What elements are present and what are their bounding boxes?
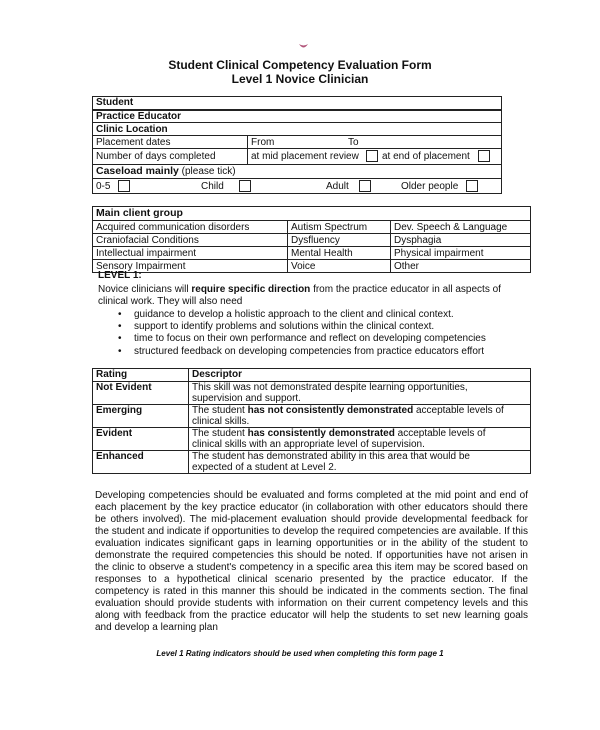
placement-dates-label: Placement dates <box>93 136 248 149</box>
older-people-checkbox[interactable] <box>466 180 478 192</box>
level-intro <box>98 284 528 308</box>
client-group-cell: Voice <box>288 260 391 273</box>
child-label: Child <box>201 181 224 192</box>
descriptor-text: The student <box>192 428 248 439</box>
client-group-cell: Other <box>391 260 531 273</box>
rating-label: Emerging <box>93 405 189 428</box>
age-0-5-label: 0-5 <box>96 181 111 192</box>
form-subtitle: Level 1 Novice Clinician <box>231 72 369 86</box>
client-group-cell: Acquired communication disorders <box>93 221 288 234</box>
page-footer: Level 1 Rating indicators should be used when completing this form page 1 <box>156 649 444 658</box>
end-placement-label: at end of placement <box>382 151 470 162</box>
client-group-cell: Intellectual impairment <box>93 247 288 260</box>
days-completed-cell <box>248 149 502 165</box>
client-group-cell: Physical impairment <box>391 247 531 260</box>
table-row <box>93 382 531 405</box>
level-bullet-list <box>118 309 486 358</box>
descriptor-text: This skill was not demonstrated despite learning opportunities, supervision and support. <box>192 382 468 404</box>
caseload-hint: (please tick) <box>181 166 236 177</box>
caseload-row <box>93 165 502 179</box>
client-group-table <box>92 206 531 273</box>
caseload-label: Caseload mainly <box>96 165 179 177</box>
descriptor-text: The student <box>192 405 248 416</box>
practice-educator-label: Practice Educator <box>93 110 502 123</box>
from-label: From <box>251 137 275 148</box>
student-info-table <box>92 96 502 194</box>
list-item: • guidance to develop a holistic approach to the client and clinical context. <box>118 309 486 321</box>
placement-dates-cell <box>248 136 502 149</box>
descriptor-bold: has not consistently demonstrated <box>247 405 414 416</box>
rating-table <box>92 368 531 474</box>
descriptor-text: The student has demonstrated ability in this area that would be expected of a student at Level 2. <box>192 451 470 473</box>
descriptor-cell <box>189 382 531 405</box>
level-intro-pre: Novice clinicians will <box>98 284 192 295</box>
descriptor-cell <box>189 405 531 428</box>
list-item: • support to identify problems and solutions within the clinical context. <box>118 321 486 333</box>
form-title: Student Clinical Competency Evaluation Form <box>168 58 432 72</box>
evaluation-paragraph: Developing competencies should be evaluated and forms completed at the mid point and end of each placement by the key practice educator (in collaboration with other educators should there be others involved). The mid-placement evaluation should provide developmental feedback for the student and indicate if opportunities to develop the required competencies are available. If this evaluation indicates significant gaps in learning opportunities or in the ability of the student to demonstrate the required competencies this should be noted. If opportunities have not arisen in the clinic to observe a student's competency in a specific area this item may be scored based on responses to a hypothetical clinical scenario presented by the practice educator. If the competency is rated in this manner this should be indicated in the comments section. The final evaluation should provide students with information on their current competency levels and this along with feedback from the practice educator will help the students to set new learning goals and develop a learning plan <box>95 490 528 633</box>
end-placement-checkbox[interactable] <box>478 150 490 162</box>
table-row <box>93 451 531 474</box>
table-row <box>93 405 531 428</box>
rating-label: Enhanced <box>93 451 189 474</box>
descriptor-text: acceptable levels of clinical skills with an appropriate level of supervision. <box>192 428 486 450</box>
client-group-heading: Main client group <box>93 207 531 221</box>
rating-label: Not Evident <box>93 382 189 405</box>
rating-column-header: Rating <box>93 369 189 382</box>
table-row <box>93 428 531 451</box>
adult-checkbox[interactable] <box>359 180 371 192</box>
age-0-5-checkbox[interactable] <box>118 180 130 192</box>
clinic-location-label: Clinic Location <box>93 123 502 136</box>
descriptor-cell <box>189 428 531 451</box>
descriptor-text: acceptable levels of clinical skills. <box>192 405 504 427</box>
list-item: • time to focus on their own performance and reflect on developing competencies <box>118 333 486 345</box>
student-label: Student <box>93 97 502 110</box>
older-people-label: Older people <box>401 181 459 192</box>
to-label: To <box>348 137 359 148</box>
child-checkbox[interactable] <box>239 180 251 192</box>
client-group-cell: Dysphagia <box>391 234 531 247</box>
client-group-cell: Craniofacial Conditions <box>93 234 288 247</box>
level-intro-post: from the practice educator in all aspects of clinical work. They will also need <box>98 284 501 307</box>
level-intro-bold: require specific direction <box>191 284 311 295</box>
logo-mark-icon <box>299 44 308 50</box>
mid-review-checkbox[interactable] <box>366 150 378 162</box>
days-completed-label: Number of days completed <box>93 149 248 165</box>
caseload-options-row <box>93 179 502 194</box>
client-group-cell: Dev. Speech & Language <box>391 221 531 234</box>
client-group-cell: Mental Health <box>288 247 391 260</box>
rating-label: Evident <box>93 428 189 451</box>
client-group-cell: Sensory Impairment <box>93 260 288 273</box>
list-item: • structured feedback on developing competencies from practice educators effort <box>118 346 486 358</box>
level-heading: LEVEL 1: <box>98 270 142 281</box>
client-group-cell: Autism Spectrum <box>288 221 391 234</box>
descriptor-bold: has consistently demonstrated <box>247 428 395 439</box>
adult-label: Adult <box>326 181 349 192</box>
mid-review-label: at mid placement review <box>251 151 359 162</box>
descriptor-cell <box>189 451 531 474</box>
client-group-cell: Dysfluency <box>288 234 391 247</box>
descriptor-column-header: Descriptor <box>189 369 531 382</box>
